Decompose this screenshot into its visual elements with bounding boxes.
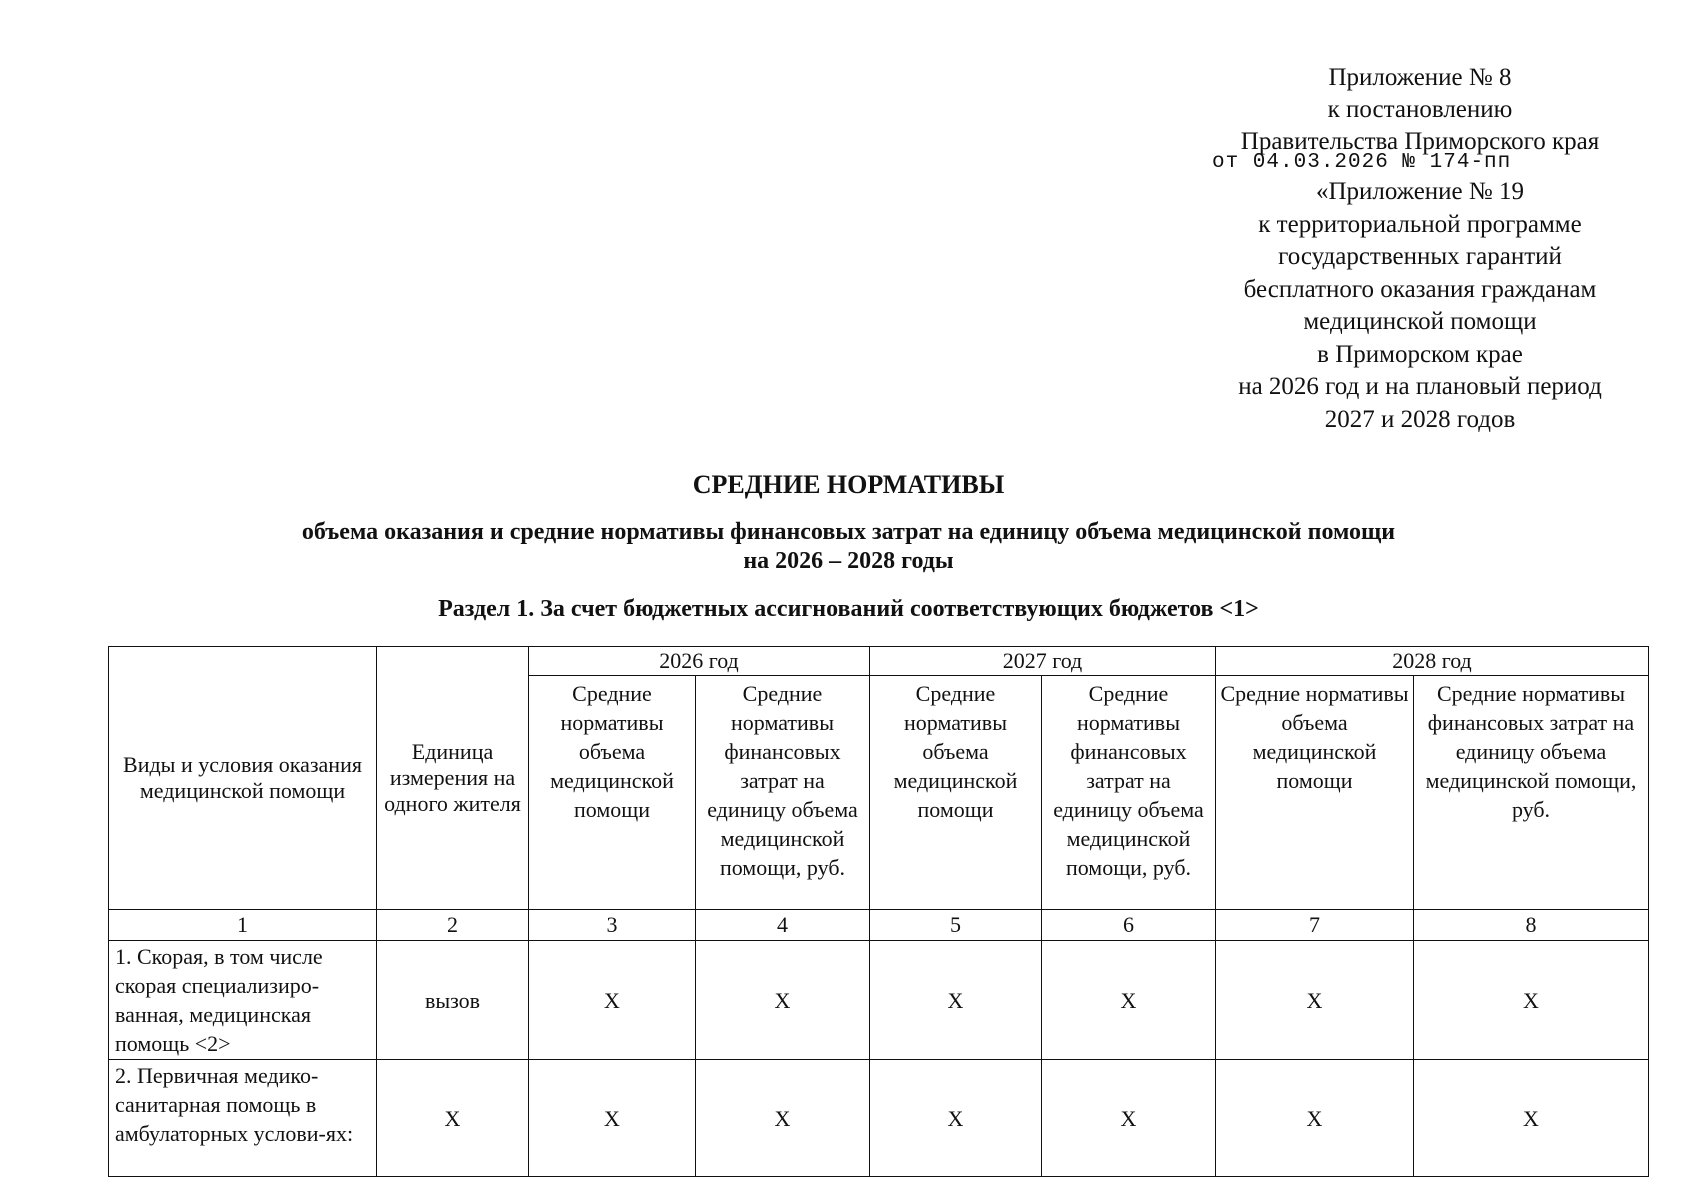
column-number: 2 bbox=[377, 910, 529, 941]
document-subtitle bbox=[0, 518, 1697, 576]
row-value: X bbox=[1414, 941, 1649, 1060]
column-number: 4 bbox=[696, 910, 870, 941]
row-kind: 2. Первичная медико-санитарная помощь в амбулаторных услови-ях: bbox=[109, 1060, 377, 1177]
row-value: X bbox=[1042, 1060, 1216, 1177]
row-value: X bbox=[529, 941, 696, 1060]
column-number: 3 bbox=[529, 910, 696, 941]
appendix-line: Приложение № 8 bbox=[1328, 64, 1512, 91]
appendix-line: «Приложение № 19 bbox=[1315, 178, 1525, 205]
appendix-line: к постановлению bbox=[1327, 96, 1513, 123]
appendix-header bbox=[1180, 62, 1660, 436]
header-sub-volume: Средние нормативы объема медицинской помощи bbox=[1216, 676, 1414, 910]
appendix-line: медицинской помощи bbox=[1303, 308, 1537, 335]
row-value: X bbox=[529, 1060, 696, 1177]
subtitle-line: на 2026 – 2028 годы bbox=[743, 548, 954, 574]
header-sub-volume: Средние нормативы объема медицинской помощи bbox=[870, 676, 1042, 910]
header-sub-cost: Средние нормативы финансовых затрат на единицу объема медицинской помощи, руб. bbox=[1042, 676, 1216, 910]
header-sub-volume: Средние нормативы объема медицинской помощи bbox=[529, 676, 696, 910]
quoted-appendix bbox=[1180, 176, 1660, 436]
column-number: 5 bbox=[870, 910, 1042, 941]
header-unit: Единица измерения на одного жителя bbox=[377, 647, 529, 910]
row-value: X bbox=[870, 941, 1042, 1060]
row-value: X bbox=[1216, 1060, 1414, 1177]
header-year-2028: 2028 год bbox=[1216, 647, 1649, 676]
column-number: 8 bbox=[1414, 910, 1649, 941]
row-unit: вызов bbox=[377, 941, 529, 1060]
document-title: СРЕДНИЕ НОРМАТИВЫ bbox=[692, 470, 1005, 499]
subtitle-line: объема оказания и средние нормативы финансовых затрат на единицу объема медицинской помощи bbox=[301, 519, 1396, 545]
appendix-line: государственных гарантий bbox=[1278, 243, 1562, 270]
row-value: X bbox=[1042, 941, 1216, 1060]
norms-table bbox=[108, 646, 1649, 1177]
section-heading: Раздел 1. За счет бюджетных ассигнований соответствующих бюджетов <1> bbox=[438, 596, 1259, 622]
header-row-years bbox=[109, 647, 1649, 676]
table-row bbox=[109, 941, 1649, 1060]
column-number: 1 bbox=[109, 910, 377, 941]
appendix-line: Правительства Приморского края bbox=[1240, 128, 1600, 155]
registration-stamp: от 04.03.2026 № 174-пп bbox=[1212, 151, 1512, 174]
header-year-2026: 2026 год bbox=[529, 647, 870, 676]
row-value: X bbox=[1216, 941, 1414, 1060]
row-value: X bbox=[870, 1060, 1042, 1177]
header-year-2027: 2027 год bbox=[870, 647, 1216, 676]
header-kind: Виды и условия оказания медицинской помощи bbox=[109, 647, 377, 910]
appendix-line: бесплатного оказания гражданам bbox=[1243, 275, 1597, 303]
table-row bbox=[109, 1060, 1649, 1177]
appendix-line: на 2026 год и на плановый период bbox=[1238, 373, 1602, 400]
row-value: X bbox=[696, 941, 870, 1060]
row-kind: 1. Скорая, в том числе скорая специализиро-ванная, медицинская помощь <2> bbox=[109, 941, 377, 1060]
row-unit: X bbox=[377, 1060, 529, 1177]
column-number: 6 bbox=[1042, 910, 1216, 941]
appendix-line: в Приморском крае bbox=[1317, 340, 1523, 368]
appendix-line: 2027 и 2028 годов bbox=[1324, 405, 1516, 433]
header-sub-cost: Средние нормативы финансовых затрат на единицу объема медицинской помощи, руб. bbox=[1414, 676, 1649, 910]
row-value: X bbox=[696, 1060, 870, 1177]
column-number-row bbox=[109, 910, 1649, 941]
row-value: X bbox=[1414, 1060, 1649, 1177]
column-number: 7 bbox=[1216, 910, 1414, 941]
appendix-line: к территориальной программе bbox=[1258, 210, 1582, 238]
header-sub-cost: Средние нормативы финансовых затрат на единицу объема медицинской помощи, руб. bbox=[696, 676, 870, 910]
